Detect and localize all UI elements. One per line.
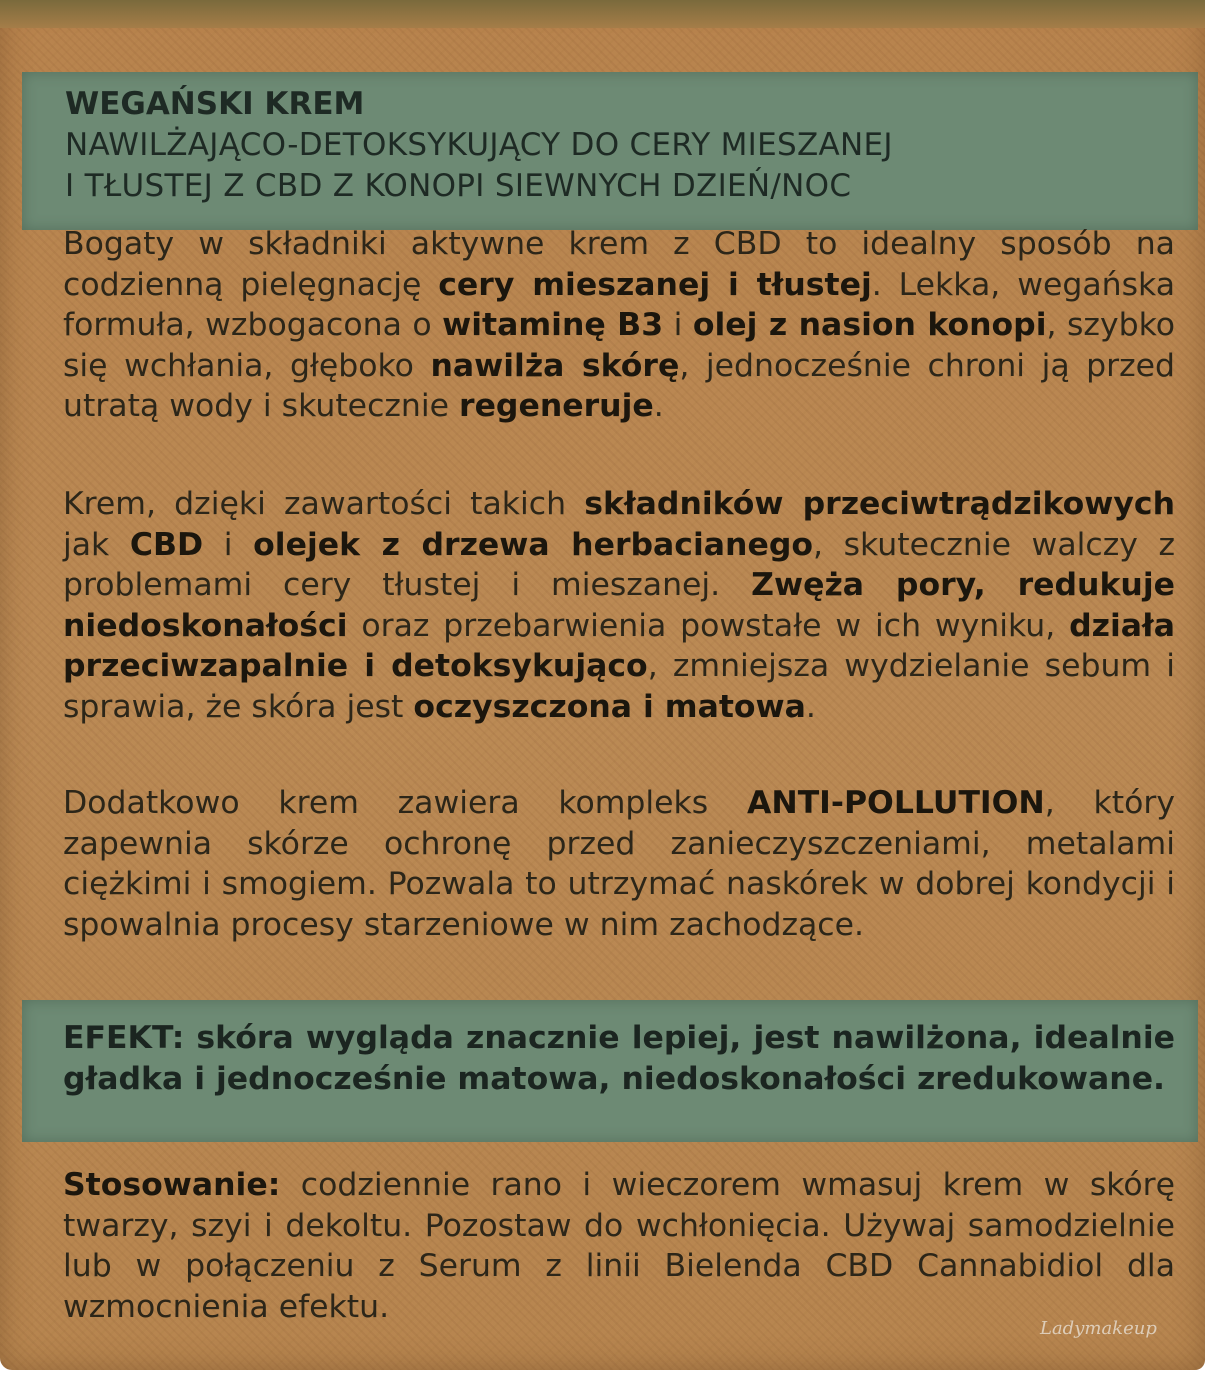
- text-run: Bogaty w składniki aktywne krem z CBD to idealny sposób na codzienną pielęgnację: [63, 226, 1175, 303]
- bold-run: Zwęża pory, redukuje niedoskonałości: [63, 567, 1175, 644]
- description-paragraph-2: [63, 484, 1175, 727]
- bold-run: działa przeciwzapalnie i detoksykująco: [63, 607, 1175, 684]
- bold-run: olej z nasion konopi: [692, 307, 1047, 343]
- text-run: , szybko się wchłania, głęboko: [63, 307, 1175, 384]
- text-run: , który zapewnia skórze ochronę przed zanieczyszczeniami, metalami ciężkimi i smogiem. Pozwala to utrzymać naskórek w dobrej kondycji i spowalnia procesy starzeniowe w nim zachodzące.: [63, 785, 1176, 943]
- text-run: . Lekka, wegańska formuła, wzbogacona o: [63, 266, 1176, 343]
- bold-run: cery mieszanej i tłustej: [438, 266, 872, 303]
- product-title: [65, 84, 1175, 207]
- bold-run: składników przeciwtrądzikowych: [584, 486, 1175, 522]
- text-run: .: [653, 388, 664, 424]
- bold-run: nawilża skórę: [430, 347, 680, 384]
- usage-text: codziennie rano i wieczorem wmasuj krem w skórę twarzy, szyi i dekoltu. Pozostaw do wchłonięcia. Używaj samodzielnie lub w połączeniu z Serum z linii Bielenda CBD Cannabidiol dla wzmocnienia efektu.: [63, 1167, 1175, 1325]
- bold-run: oczyszczona i matowa: [413, 688, 806, 725]
- bold-run: regeneruje: [459, 388, 654, 424]
- text-run: Krem, dzięki zawartości takich: [63, 486, 585, 522]
- effect-statement: EFEKT: skóra wygląda znacznie lepiej, jest nawilżona, idealnie gładka i jednocześnie matowa, niedoskonałości zredukowane.: [63, 1020, 1175, 1097]
- usage-label: Stosowanie:: [63, 1167, 281, 1203]
- bold-run: CBD: [129, 526, 204, 563]
- usage-instructions: [63, 1165, 1175, 1327]
- text-run: Dodatkowo krem zawiera kompleks: [63, 785, 747, 821]
- bold-run: witaminę B3: [442, 307, 664, 343]
- text-run: i: [203, 526, 254, 563]
- text-run: , jednocześnie chroni ją przed utratą wody i skutecznie: [63, 347, 1176, 424]
- title-line-1: WEGAŃSKI KREM: [65, 86, 365, 122]
- watermark-logo: Ladymakeup: [1040, 1318, 1157, 1339]
- text-run: , skutecznie walczy z problemami cery tłustej i mieszanej.: [63, 526, 1175, 603]
- text-run: .: [805, 688, 816, 725]
- bold-run: ANTI-POLLUTION: [746, 785, 1045, 821]
- description-paragraph-1: [63, 224, 1175, 427]
- description-paragraph-3: [63, 783, 1175, 945]
- title-line-3: I TŁUSTEJ Z CBD Z KONOPI SIEWNYCH DZIEŃ/NOC: [65, 168, 852, 204]
- title-line-2: NAWILŻAJĄCO-DETOKSYKUJĄCY DO CERY MIESZANEJ: [65, 127, 893, 163]
- text-run: , zmniejsza wydzielanie sebum i sprawia, że skóra jest: [63, 648, 1175, 725]
- top-edge: [0, 0, 1205, 28]
- bold-run: olejek z drzewa herbacianego: [253, 526, 814, 563]
- text-run: i: [663, 307, 693, 343]
- text-run: oraz przebarwienia powstałe w ich wyniku,: [347, 607, 1070, 644]
- text-run: jak: [63, 526, 130, 563]
